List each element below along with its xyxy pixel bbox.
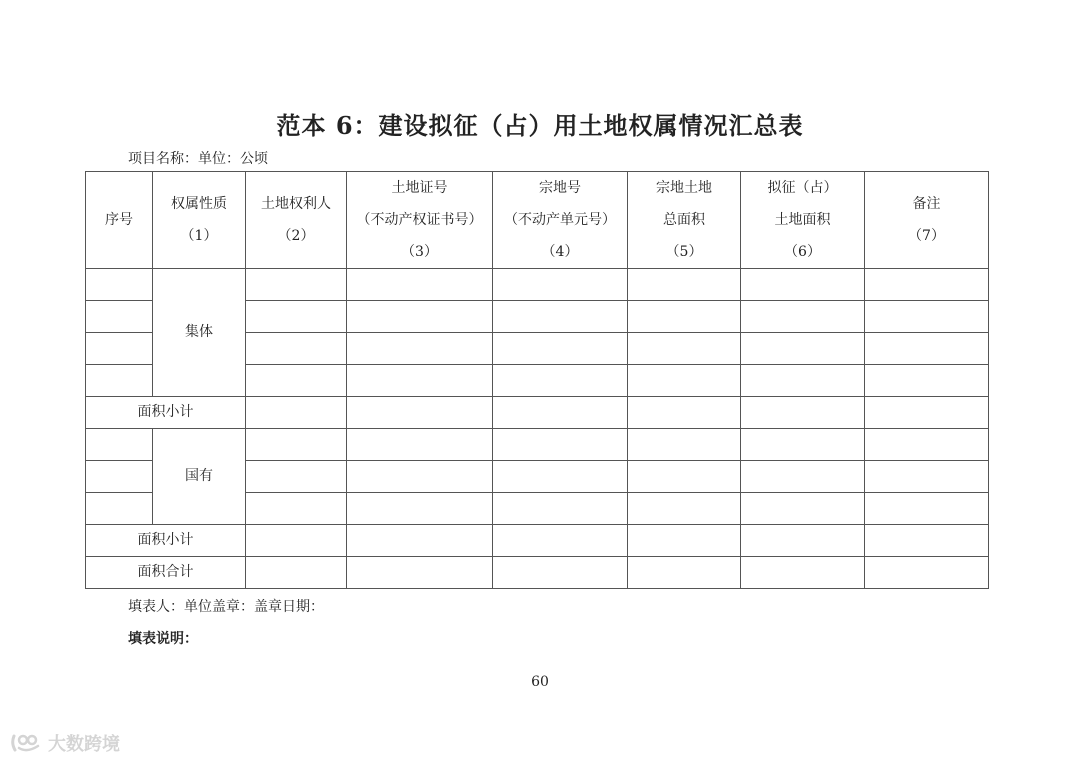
page-title: 范本 6：建设拟征（占）用土地权属情况汇总表 bbox=[276, 111, 804, 140]
table-row bbox=[86, 429, 989, 461]
page-number: 60 bbox=[531, 674, 549, 690]
watermark-text: 大数跨境 bbox=[48, 734, 120, 755]
header-ownership-type: 权属性质 （1） bbox=[153, 172, 246, 269]
filler-info-line: 填表人：单位盖章：盖章日期： bbox=[128, 599, 324, 615]
header-parcel-total-area: 宗地土地 总面积 （5） bbox=[628, 172, 741, 269]
subtotal-row bbox=[86, 397, 989, 429]
subtotal-label: 面积小计 bbox=[86, 525, 246, 557]
header-proposed-area: 拟征（占） 土地面积 （6） bbox=[741, 172, 865, 269]
table-header-row bbox=[86, 172, 989, 269]
subtotal-row bbox=[86, 525, 989, 557]
header-remarks: 备注 （7） bbox=[865, 172, 989, 269]
instructions-heading: 填表说明： bbox=[128, 631, 198, 647]
header-serial-no: 序号 bbox=[86, 172, 153, 269]
group-collective: 集体 bbox=[153, 269, 246, 397]
group-state: 国有 bbox=[153, 429, 246, 525]
header-land-certificate-no: 土地证号 （不动产权证书号） （3） bbox=[347, 172, 493, 269]
land-ownership-table bbox=[85, 171, 989, 589]
table-row bbox=[86, 269, 989, 301]
project-info-line: 项目名称：单位：公顷 bbox=[128, 151, 268, 167]
subtotal-label: 面积小计 bbox=[86, 397, 246, 429]
watermark bbox=[10, 730, 120, 756]
header-land-right-holder: 土地权利人 （2） bbox=[246, 172, 347, 269]
header-parcel-no: 宗地号 （不动产单元号） （4） bbox=[493, 172, 628, 269]
total-row bbox=[86, 557, 989, 589]
total-label: 面积合计 bbox=[86, 557, 246, 589]
watermark-logo-icon bbox=[10, 732, 44, 754]
